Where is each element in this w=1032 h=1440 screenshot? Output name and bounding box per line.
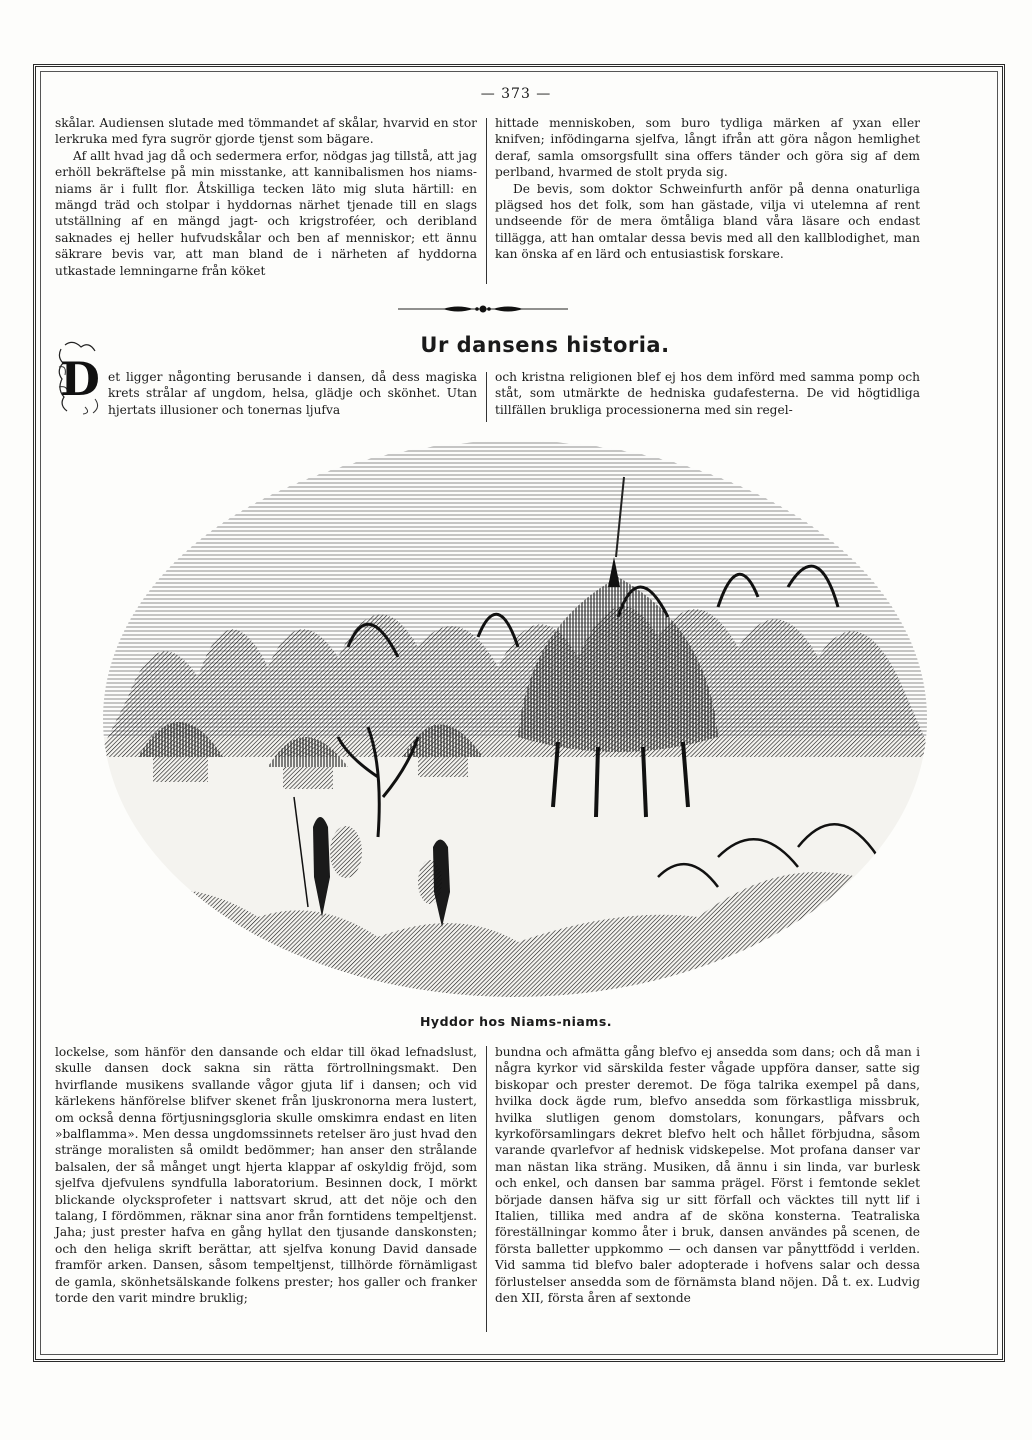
paragraph: Af allt hvad jag då och sedermera erfor, nödgas jag tillstå, att jag erhöll bekräftelse på min misstanke, att kannibalismen hos niams-niams är i fullt flor. Åtskilliga tecken läto mig sluta härtill: en mängd träd och stolpar i hyddornas närhet tjenade till en slags utställning af en mängd jagt- och krigstroféer, och deribland saknades ej heller hufvudskålar och ben af menniskor; ett ännu säkrare bevis var, att man bland de i närheten af hyddorna utkastade lemningarne från köket bbox=[55, 148, 477, 278]
drop-cap-ornament bbox=[55, 337, 105, 415]
bottom-right-column bbox=[495, 1044, 920, 1307]
paragraph: De bevis, som doktor Schweinfurth anför på denna onaturliga plägsed hos det folk, som han gästade, vilja vi utelemna af rent undseende för de mera ömtåliga bland våra läsare och endast tillägga, att han omtalar dessa bevis med all den kallblodighet, man kan önska af en lärd och entusiastisk forskare. bbox=[495, 181, 920, 262]
column-rule bbox=[486, 118, 487, 284]
bottom-left-column bbox=[55, 1044, 477, 1307]
paragraph: bundna och afmätta gång blefvo ej ansedda som dans; och då man i några kyrkor vid särskilda fester vågade uppföra danser, satte sig biskopar och prester deremot. De föga talrika exempel på dans, hvilka dock ägde rum, blefvo ansedda som förkastliga missbruk, hvilka slutligen genom domstolars, konungars, påfvars och kyrkoförsamlingars dekret blefvo helt och hållet förbjudna, såsom varande qvarlefvor af hednisk vidskepelse. Mot profana danser var man nästan lika sträng. Musiken, då ännu i sin linda, var burlesk och enkel, och dansen bar samma prägel. Först i femtonde seklet började dansen häfva sig ur sitt förfall och väcktes till nytt lif i Italien, tillika med andra af de sköna konsterna. Teatraliska föreställningar kommo åter i bruk, dansen användes på scenen, de första balletter uppkommo — och dansen var pånyttfödd i verlden. Vid samma tid blefvo baler adopterade i hofvens salar och dessa förlustelser ansedda som de förnämsta bland nöjen. Då t. ex. Ludvig den XII, första åren af sextonde bbox=[495, 1045, 920, 1306]
drop-cap-letter: D bbox=[60, 352, 100, 406]
intro-left-column bbox=[108, 369, 477, 418]
article-title: Ur dansens historia. bbox=[420, 333, 670, 357]
column-rule bbox=[486, 372, 487, 422]
column-rule bbox=[486, 1046, 487, 1332]
engraving-illustration bbox=[98, 437, 933, 1002]
page-number: — 373 — bbox=[480, 86, 552, 102]
paragraph: hittade menniskoben, som buro tydliga märken af yxan eller knifven; infödingarna sjelfva, långt ifrån att göra någon hemlighet deraf, samla omsorgsfullt sina offers tänder och göra sig af dem perlband, hvarmed de stolt pryda sig. bbox=[495, 116, 920, 180]
top-left-column bbox=[55, 115, 477, 279]
paragraph: och kristna religionen blef ej hos dem införd med samma pomp och ståt, som utmärkte de hedniska gudafesterna. De vid högtidliga tillfällen brukliga processionerna med sin regel- bbox=[495, 370, 920, 417]
top-right-column bbox=[495, 115, 920, 263]
paragraph: skålar. Audiensen slutade med tömmandet af skålar, hvarvid en stor lerkruka med fyra sugrör gjorde tjenst som bägare. bbox=[55, 116, 477, 147]
paragraph: lockelse, som hänför den dansande och eldar till ökad lefnadslust, skulle dansen dock sakna sin rätta förtrollningsmakt. Den hvirflande musikens svallande vågor gjuta lif i dansen; och vid kärlekens hänförelse blifver skenet från ljuskronorna mera lustert, om också denna förtjusningsgloria skulle omskimra endast en liten »balflamma». Men dessa ungdomssinnets retelser äro just hvad den stränge moralisten så omildt bedömmer; han anser den strålande balsalen, der så månget ungt hjerta klappar af oskyldig fröjd, som sjelfva djefvulens syndfulla laboratorium. Besinnen dock, I mörkt blickande olycksprofeter i nattsvart skrud, att det nöje och den talang, I fördömmen, räknar sina anor från forntidens tempeltjenst. Jaha; just prester hafva en gång hyllat den tjusande danskonsten; och den heliga skrift berättar, att sjelfva konung David dansade framför arken. Dansen, såsom tempeltjenst, tillhörde förnämligast de gamla, skönhetsälskande folkens prester; hos galler och franker torde den varit mindre bruklig; bbox=[55, 1045, 477, 1306]
ornament-divider bbox=[398, 302, 568, 316]
intro-right-column bbox=[495, 369, 920, 418]
paragraph: et ligger någonting berusande i dansen, då dess magiska krets strålar af ungdom, helsa, glädje och skönhet. Utan hjertats illusioner och tonernas ljufva bbox=[108, 370, 477, 417]
illustration-caption: Hyddor hos Niams-niams. bbox=[419, 1014, 613, 1029]
